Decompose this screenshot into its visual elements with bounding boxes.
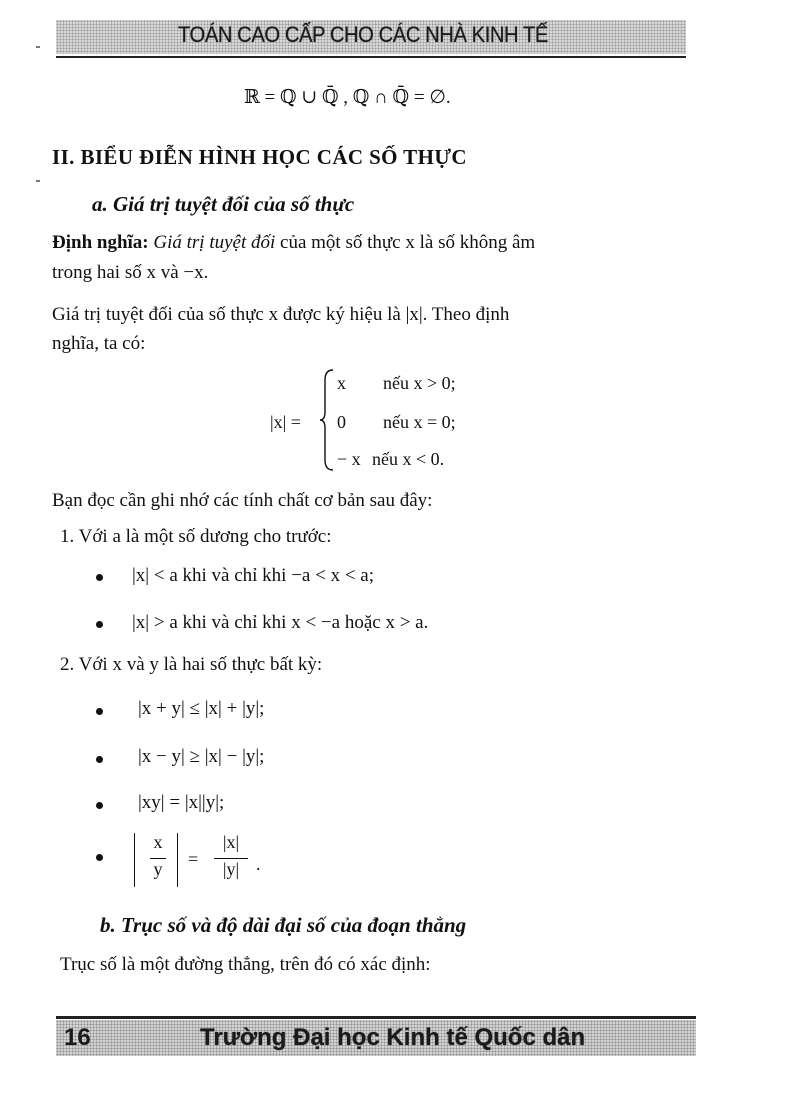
page-number: 16 — [64, 1024, 91, 1051]
fraction-period: . — [256, 854, 261, 874]
header-rule — [56, 56, 686, 58]
item-2-bullet-2: |x − y| ≥ |x| − |y|; — [138, 746, 265, 767]
case-row-1-value: x — [337, 373, 346, 393]
subsection-heading-b: b. Trục số và độ dài đại số của đoạn thẳng — [100, 913, 467, 937]
fraction-left-bar — [150, 858, 166, 859]
case-row-2-cond: nếu x = 0; — [383, 412, 456, 432]
fraction-equals: = — [188, 849, 199, 869]
section-heading: II. BIỂU ĐIỄN HÌNH HỌC CÁC SỐ THỰC — [52, 145, 467, 169]
definition-term: Định nghĩa: — [52, 232, 149, 253]
margin-tick — [36, 180, 40, 182]
bullet-icon — [96, 708, 103, 715]
fraction-right — [208, 832, 254, 880]
bullet-icon — [96, 802, 103, 809]
closing-line: Trục số là một đường thẳng, trên đó có xác định: — [60, 954, 431, 975]
case-row-3-value: − x — [337, 449, 361, 469]
item-1-bullet-1: |x| < a khi và chỉ khi −a < x < a; — [132, 565, 374, 586]
fraction-right-denominator: |y| — [222, 859, 240, 879]
fraction-right-bar — [214, 858, 248, 859]
left-brace — [319, 368, 335, 472]
fraction-right-numerator: |x| — [222, 832, 240, 852]
case-row-3-cond: nếu x < 0. — [372, 449, 445, 469]
notation-line-2: nghĩa, ta có: — [52, 333, 146, 354]
margin-tick — [36, 46, 40, 48]
fraction-left-numerator: x — [153, 832, 163, 852]
footer-rule — [56, 1016, 696, 1019]
case-row-1-cond: nếu x > 0; — [383, 373, 456, 393]
cases-lhs: |x| = — [270, 412, 301, 432]
bullet-icon — [96, 621, 103, 628]
item-2-bullet-1: |x + y| ≤ |x| + |y|; — [138, 698, 265, 719]
notation-line-1 — [52, 304, 509, 326]
item-2-label: 2. Với x và y là hai số thực bất kỳ: — [60, 654, 323, 675]
bullet-icon — [96, 574, 103, 581]
item-2-bullet-3: |xy| = |x||y|; — [138, 792, 225, 813]
case-row-2-value: 0 — [337, 412, 346, 432]
remember-line: Bạn đọc cần ghi nhớ các tính chất cơ bản sau đây: — [52, 490, 433, 511]
item-1-label: 1. Với a là một số dương cho trước: — [60, 526, 332, 547]
fraction-left — [144, 832, 172, 880]
item-1-bullet-2: |x| > a khi và chỉ khi x < −a hoặc x > a. — [132, 612, 429, 633]
running-header-title: TOÁN CAO CẤP CHO CÁC NHÀ KINH TẾ — [178, 22, 548, 47]
real-numbers-formula: ℝ = ℚ ∪ ℚ̄ , ℚ ∩ ℚ̄ = ∅. — [244, 87, 451, 108]
footer-publisher: Trường Đại học Kinh tế Quốc dân — [200, 1024, 586, 1051]
abs-symbol: |x| — [405, 304, 423, 325]
notation-text: Giá trị tuyệt đối của số thực x được ký hiệu là — [52, 304, 406, 325]
definition-italic: Giá trị tuyệt đối — [153, 232, 276, 253]
notation-text-post: . Theo định — [422, 304, 510, 325]
fraction-left-denominator: y — [153, 859, 163, 879]
bullet-icon — [96, 756, 103, 763]
subsection-heading-a: a. Giá trị tuyệt đối của số thực — [92, 192, 355, 216]
definition-line-2: trong hai số x và −x. — [52, 262, 209, 283]
definition-rest: của một số thực x là số không âm — [275, 232, 536, 253]
abs-bar-left — [134, 833, 135, 887]
abs-bar-right — [177, 833, 178, 887]
bullet-icon — [96, 854, 103, 861]
definition-line-1 — [52, 232, 535, 254]
